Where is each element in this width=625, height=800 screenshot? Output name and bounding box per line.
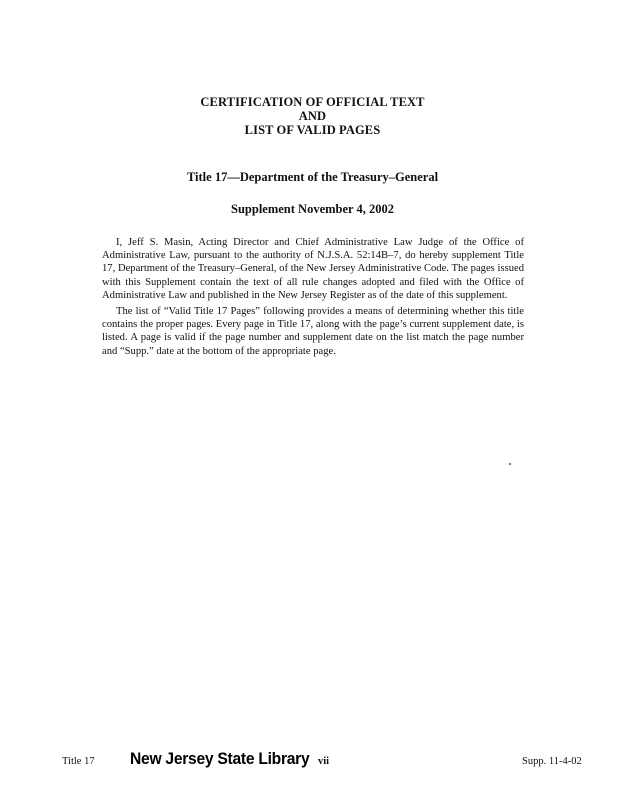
footer-title: Title 17 <box>62 756 95 767</box>
heading-line-3: LIST OF VALID PAGES <box>244 123 381 137</box>
certification-paragraph: I, Jeff S. Masin, Acting Director and Chief Administrative Law Judge of the Office of Administrative Law, pursuant to the authority of N.J.S.A. 52:14B–7, do hereby supplement Title 17, Department of the Treasury–General, of the New Jersey Administrative Code. The pages issued with this Supplement contain the text of all rule changes adopted and filed with the Office of Administrative Law and published in the New Jersey Register as of the date of this supplement. <box>102 237 524 301</box>
heading-line-2: AND <box>298 109 327 123</box>
footer-supplement-date: Supp. 11-4-02 <box>522 756 582 767</box>
certification-heading <box>0 95 625 137</box>
footer-page-number: vii <box>318 756 330 767</box>
heading-line-1: CERTIFICATION OF OFFICIAL TEXT <box>200 95 425 109</box>
library-watermark: New Jersey State Library <box>130 749 310 768</box>
scan-speck <box>509 463 511 465</box>
page-footer <box>0 748 625 778</box>
valid-pages-paragraph: The list of “Valid Title 17 Pages” following provides a means of determining whether this title contains the proper pages. Every page in Title 17, along with the page’s current supplement date, is listed. A page is valid if the page number and supplement date on the list match the page number and “Supp.” date at the bottom of the appropriate page. <box>102 306 524 357</box>
supplement-date-heading: Supplement November 4, 2002 <box>231 202 394 216</box>
title-heading: Title 17—Department of the Treasury–General <box>186 170 439 184</box>
